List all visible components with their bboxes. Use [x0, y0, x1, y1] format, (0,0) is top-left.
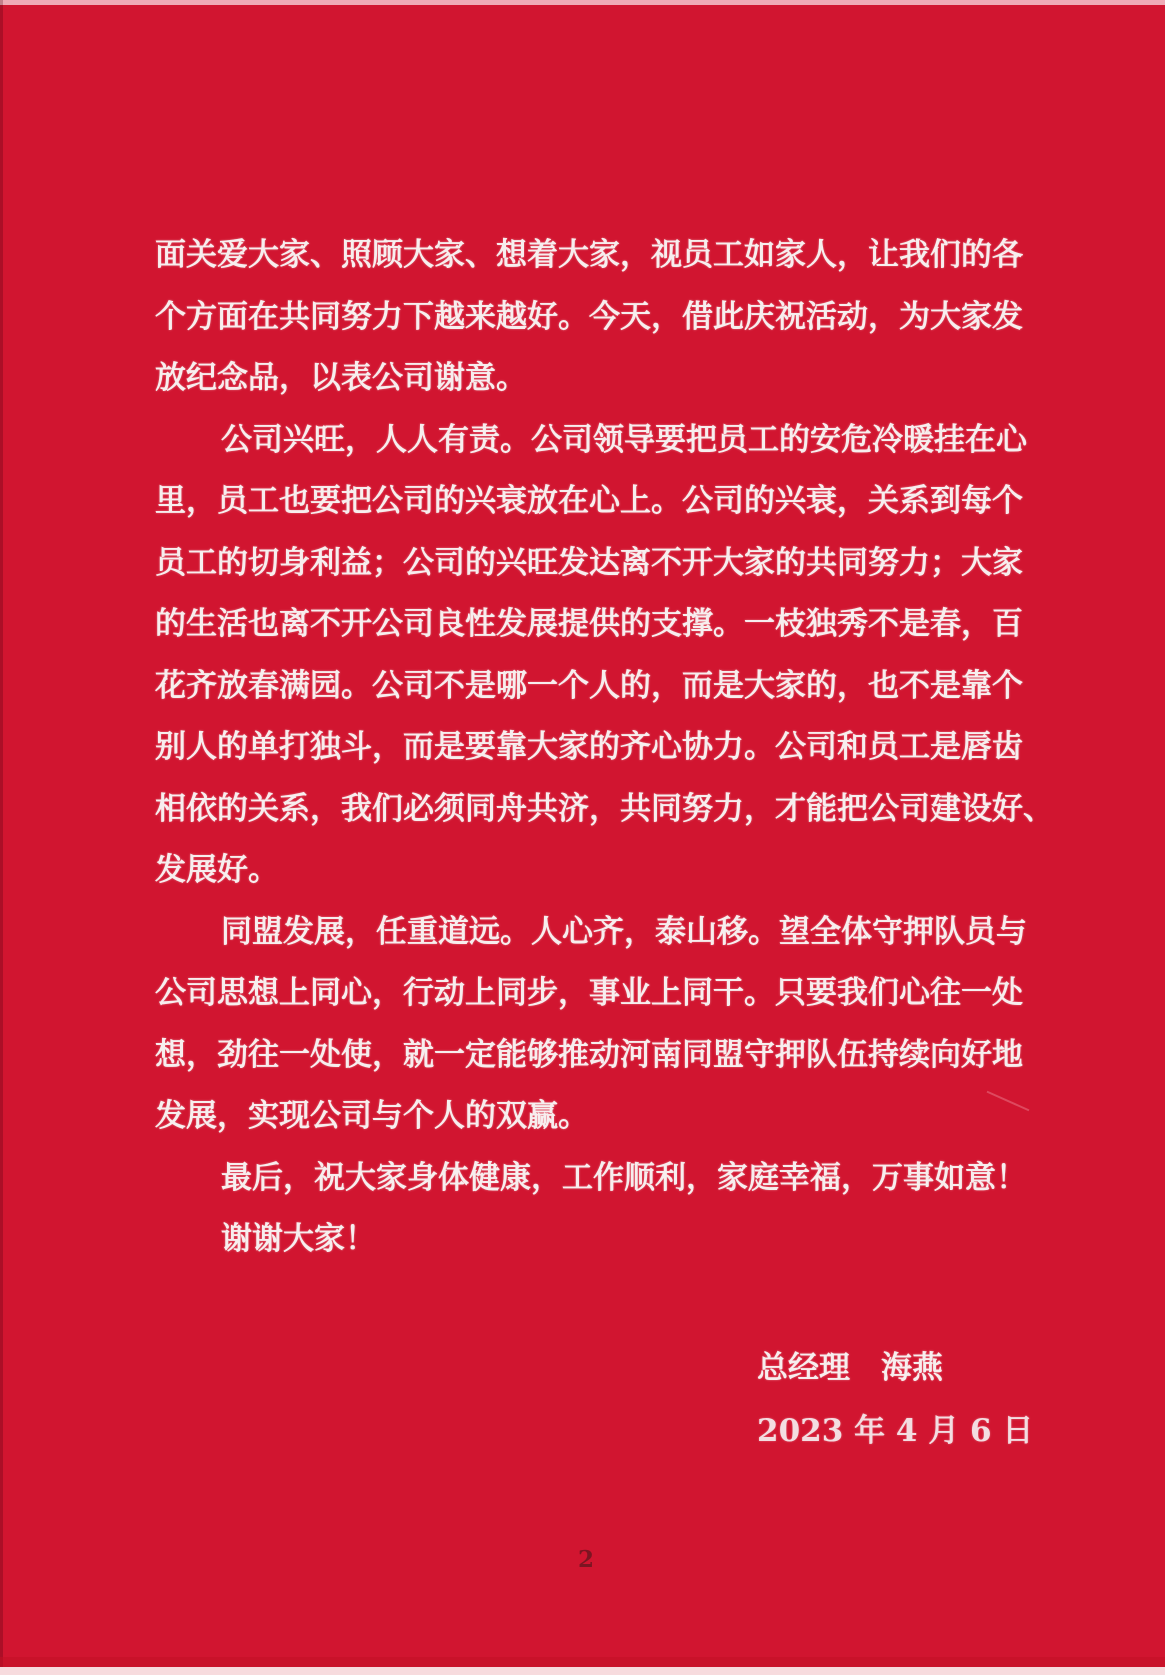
text-line: 谢谢大家！ [221, 1221, 376, 1257]
text-line: 花齐放春满园。公司不是哪一个人的，而是大家的，也不是靠个 [155, 667, 1023, 704]
text-line: 最后，祝大家身体健康，工作顺利，家庭幸福，万事如意！ [221, 1159, 1027, 1196]
page-number: 2 [578, 1546, 595, 1573]
scan-edge-top [0, 0, 1165, 5]
text-line: 公司兴旺，人人有责。公司领导要把员工的安危冷暖挂在心 [221, 421, 1027, 458]
text-line: 放纪念品，以表公司谢意。 [155, 360, 527, 396]
text-line: 发展好。 [155, 852, 279, 888]
text-line: 别人的单打独斗，而是要靠大家的齐心协力。公司和员工是唇齿 [155, 729, 1023, 765]
scan-edge-bottom [0, 1667, 1165, 1675]
scan-band-bottom [0, 1657, 1165, 1667]
signature-date: 2023 年 4 月 6 日 [757, 1413, 1034, 1449]
text-line: 相依的关系，我们必须同舟共济，共同努力，才能把公司建设好、 [155, 790, 1054, 827]
text-line: 同盟发展，任重道远。人心齐，泰山移。望全体守押队员与 [221, 913, 1027, 950]
text-line: 的生活也离不开公司良性发展提供的支撑。一枝独秀不是春，百 [155, 606, 1023, 642]
text-line: 员工的切身利益；公司的兴旺发达离不开大家的共同努力；大家 [155, 544, 1023, 581]
text-line: 想，劲往一处使，就一定能够推动河南同盟守押队伍持续向好地 [155, 1036, 1023, 1073]
signature-title-and-name: 总经理 海燕 [757, 1350, 943, 1386]
text-line: 面关爱大家、照顾大家、想着大家，视员工如家人，让我们的各 [155, 237, 1023, 273]
body-text [155, 225, 1054, 1271]
text-line: 里，员工也要把公司的兴衰放在心上。公司的兴衰，关系到每个 [155, 483, 1023, 519]
text-line: 发展，实现公司与个人的双赢。 [155, 1098, 589, 1134]
scan-edge-left [0, 0, 3, 1675]
text-line: 公司思想上同心，行动上同步，事业上同干。只要我们心往一处 [155, 975, 1023, 1011]
text-line: 个方面在共同努力下越来越好。今天，借此庆祝活动，为大家发 [155, 298, 1023, 335]
